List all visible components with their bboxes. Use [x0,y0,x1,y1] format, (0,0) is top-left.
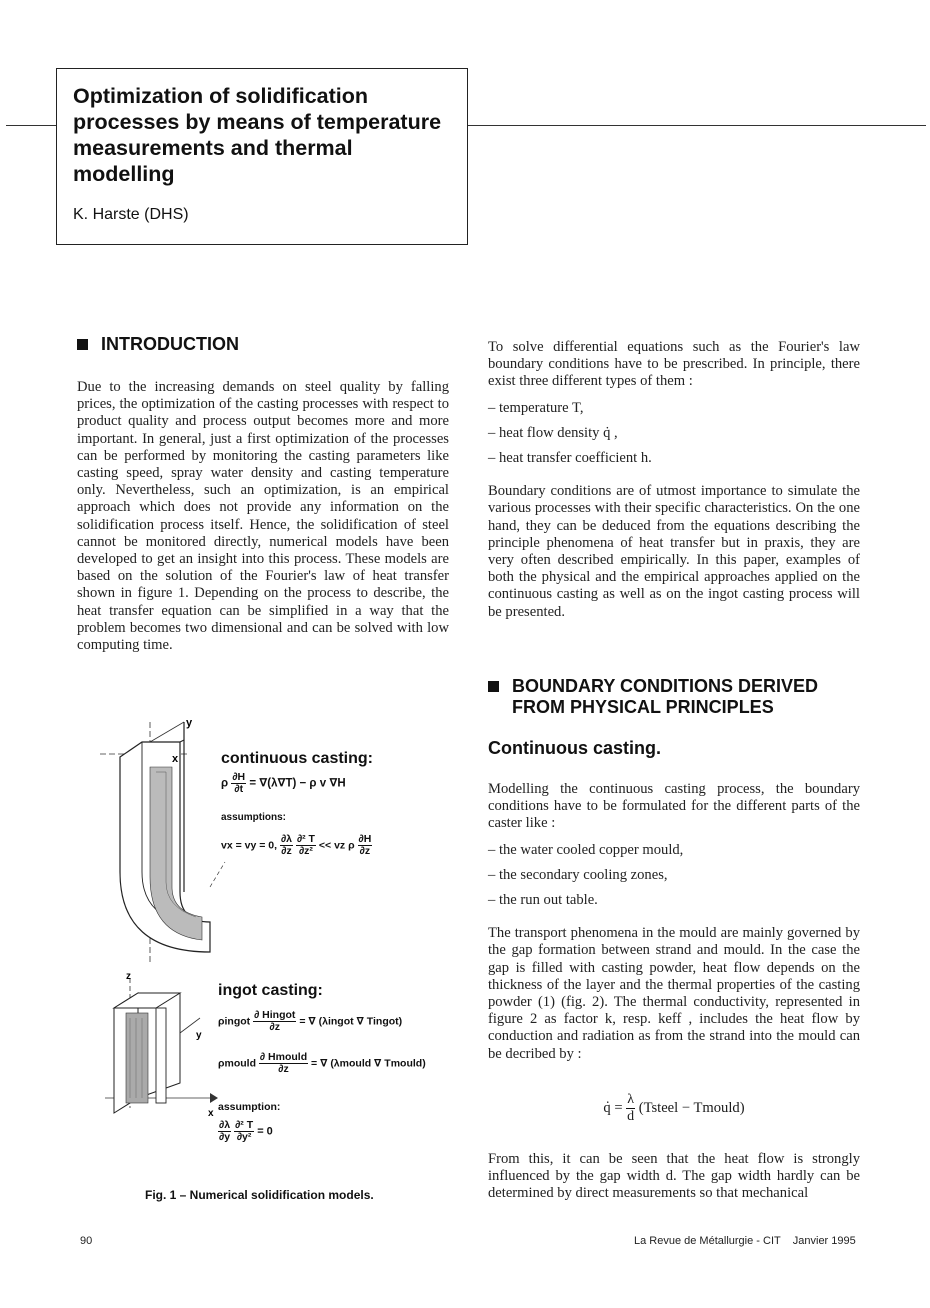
cc-equation: ρ $\frac{\partial H}{\partial t}$ = ∇(λ∇T) − ρ v ∇H [221,771,346,795]
heading-bullet-icon [77,339,88,350]
right-column [488,339,860,621]
gap-width-section [488,1151,860,1203]
ic-equation-ingot: ρingot $\frac{\text{∂ Hingot}}{\partial z}$ = ∇ (λingot ∇ Tingot) [218,1009,403,1033]
list-item: – the run out table. [488,892,598,909]
axis-x-label: x [172,753,179,765]
boundary-types-list [488,400,860,468]
cc-label: continuous casting: [221,750,373,767]
page-number: 90 [80,1235,93,1247]
physical-principles-heading: BOUNDARY CONDITIONS DERIVED FROM PHYSICAL PRINCIPLES [488,676,860,718]
continuous-casting-subheading: Continuous casting. [488,738,661,758]
ic-label: ingot casting: [218,982,323,999]
modelling-paragraph: Modelling the continuous casting process, the boundary conditions have to be formulated for the different parts of the caster like : [488,781,860,832]
gap-width-paragraph: From this, it can be seen that the heat flow is strongly influenced by the gap width d. The gap width hardly can be determined by direct measurements so that mechanical [488,1151,860,1202]
ic-assumption-label: assumption: [218,1101,281,1113]
title-box [56,68,468,245]
continuous-casting-diagram [100,712,230,970]
transport-phenomena-paragraph: The transport phenomena in the mould are mainly governed by the gap formation between strand and mould. In the case the gap is filled with casting powder, heat flow depends on the thickness of the layer and the thermal properties of the casting powder (1) (fig. 2). The thermal conductivity, represented in figure 2 as factor k, resp. keff , includes the heat flow by conduction and radiation as from the strand into the mould can be decribed by : [488,925,860,1062]
cc-assumption-equation: vx = vy = 0, $\frac{\partial\lambda}{\partial z}$ $\frac{\text{∂² T}}{\text{∂z²}}$ << vz ρ $\frac{\partial H}{\partial z}$ [221,833,372,857]
list-item: – heat flow density q̇ , [488,424,618,441]
heat-flow-equation: q̇ = $\frac{\lambda}{d}$ (Tsteel − Tmould) [603,1092,745,1124]
title-rule-right [468,125,926,126]
intro-section [77,334,449,654]
journal-footer: La Revue de Métallurgie - CIT Janvier 1995 [634,1235,856,1247]
article-title: Optimization of solidification processes by means of temperature measurements and thermal modelling [73,84,442,186]
ic-assumption-equation: $\frac{\partial\lambda}{\partial y}$ $\frac{\text{∂² T}}{\text{∂y²}}$ = 0 [219,1119,273,1143]
physical-principles-section [488,676,860,1063]
boundary-importance-paragraph: Boundary conditions are of utmost importance to simulate the various processes with their specific characteristics. On the one hand, they can be deduced from the equations describing the principle phenomena of heat transfer but in praxis, they are very often described empirically. In this paper, examples of both the physical and the empirical approaches applied on the continuous casting as well as on the ingot casting process will be presented. [488,483,860,620]
boundary-intro-paragraph: To solve differential equations such as the Fourier's law boundary conditions have to be prescribed. In principle, there exist three different types of them : [488,339,860,390]
list-item: – temperature T, [488,399,584,416]
list-item: – the secondary cooling zones, [488,866,668,883]
heading-bullet-icon [488,681,499,692]
axis-y-label-ingot: y [196,1030,202,1041]
cc-eq-fraction: $\frac{\partial H}{\partial t}$ [232,771,246,795]
intro-heading: INTRODUCTION [77,334,449,355]
title-rule-left [6,125,56,126]
list-item: – the water cooled copper mould, [488,841,684,858]
caster-parts-list [488,842,860,910]
axis-z-label: z [126,971,131,982]
list-item: – heat transfer coefficient h. [488,450,652,467]
axis-x-label-ingot: x [208,1108,214,1118]
ic-equation-mould: ρmould $\frac{\text{∂ Hmould}}{\partial z}$ = ∇ (λmould ∇ Tmould) [218,1051,426,1075]
axis-y-label: y [186,717,193,729]
cc-assumptions-label: assumptions: [221,812,287,823]
ingot-casting-diagram [100,968,225,1118]
intro-paragraph: Due to the increasing demands on steel quality by falling prices, the optimization of the casting processes with respect to product quality and process output becomes more and more important. In general, just a first optimization of the processes can be performed by monitoring the casting parameters like casting speed, spray water density and casting temperature only. Nevertheless, such an optimization, is an empirical approach which does not provide any information on the solidification process itself. Hence, the solidification of steel cannot be monitored directly, numerical models have been developed to get an insight into this process. These models are based on the solution of the Fourier's law of heat transfer shown in figure 1. Depending on the process to describe, the heat transfer equation can be simplified in a way that the problem becomes two dimensional and can be solved with low computing time. [77,379,449,654]
figure-caption: Fig. 1 – Numerical solidification models. [145,1188,374,1202]
author: K. Harste (DHS) [73,206,189,223]
